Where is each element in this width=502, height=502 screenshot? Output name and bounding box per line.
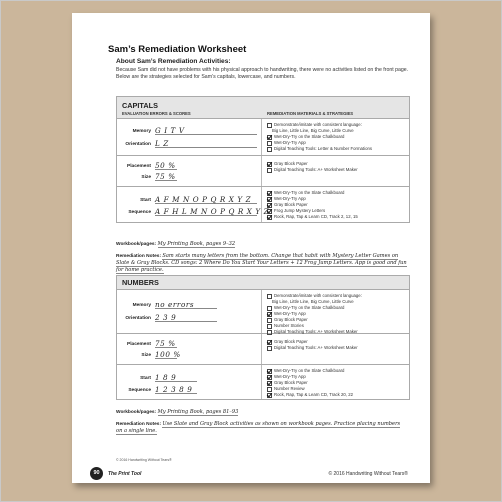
notes-label: Remediation Notes: [116,254,162,259]
start-label: Start [140,376,151,381]
capitals-placement-field [121,163,257,172]
placement-label: Placement [127,342,151,347]
page-title: Sam’s Remediation Worksheet [108,44,247,55]
strategy-text: Wet-Dry-Try on the Slate Chalkboard [274,133,345,139]
capitals-size-field [121,174,257,183]
copyright-small: © 2016 Handwriting Without Tears® [116,458,172,462]
checked-box-icon [267,340,272,345]
strategy-item [267,214,405,220]
start-value: 1 8 9 [155,373,197,382]
strategy-text: Digital Teaching Tools: A+ Worksheet Maker [274,345,358,350]
strategy-text: Frog Jump Mystery Letters [274,208,326,213]
checked-box-icon [267,393,272,398]
worksheet-page [72,13,430,483]
empty-box-icon [267,318,272,323]
checked-box-icon [267,215,272,220]
numbers-placement-field [121,341,257,350]
strategy-text: Big Line, Little Line, Big Curve, Little Curve [272,299,354,304]
capitals-start-field [121,197,257,206]
strategy-text: Number Stories [274,322,304,328]
capitals-row-memory [117,119,409,156]
size-value: 100 % [155,350,181,359]
strategy-text: Wet-Dry-Try App [274,139,306,145]
strategy-text: Digital Teaching Tools: A+ Worksheet Maker [274,328,358,334]
notes-value: Use Slate and Gray Block activities as shown on workbook pages. Practice placing numbers on a single line. [116,421,401,434]
memory-value: no errors [155,300,217,309]
numbers-workbook-line [116,409,408,415]
strategy-item [267,146,405,152]
numbers-row-start [117,365,409,399]
strategy-item [267,345,405,351]
capitals-sequence-field [121,207,270,218]
checked-box-icon [267,381,272,386]
memory-label: Memory [132,129,151,134]
empty-box-icon [267,294,272,299]
orientation-value: L Z [155,139,257,148]
strategy-text: Digital Teaching Tools: A+ Worksheet Maker [274,167,358,172]
strategy-text: Wet-Dry-Try on the Slate Chalkboard [274,368,345,373]
workbook-value: My Printing Book, pages 9–32 [157,241,236,247]
checked-box-icon [267,312,272,317]
checked-box-icon [267,162,272,167]
strategy-text: Gray Block Paper [274,202,308,207]
notes-label: Remediation Notes: [116,422,162,427]
numbers-title: NUMBERS [122,278,159,287]
capitals-strategies-2 [267,161,405,173]
numbers-header [117,276,409,290]
capitals-workbook-line [116,241,408,247]
checked-box-icon [267,135,272,140]
page-number-badge: 90 [90,467,103,480]
column-divider [261,290,262,333]
size-label: Size [141,353,151,358]
capitals-orientation-field [121,141,257,150]
strategy-text: Demonstrate/imitate with consistent language: [274,293,362,298]
numbers-panel [116,275,410,400]
size-value: 75 % [155,172,176,181]
start-label: Start [140,198,151,203]
book-title: The Print Tool [108,471,142,477]
column-divider [261,334,262,364]
placement-label: Placement [127,164,151,169]
evaluation-column-heading: EVALUATION ERRORS & SCORES [122,111,191,116]
placement-value: 75 % [155,339,176,348]
strategy-text: Big Line, Little Line, Big Curve, Little Curve [272,128,354,133]
memory-label: Memory [132,303,151,308]
strategy-item [267,167,405,173]
orientation-label: Orientation [125,316,151,321]
capitals-memory-field [121,128,257,137]
capitals-notes-line [116,253,408,274]
workbook-label: Workbook/pages: [116,242,157,247]
empty-box-icon [267,168,272,173]
memory-value: G I T V [155,126,257,135]
capitals-row-placement [117,156,409,187]
capitals-header [117,97,409,119]
copyright-notice: © 2016 Handwriting Without Tears® [328,471,408,477]
empty-box-icon [267,123,272,128]
empty-box-icon [267,346,272,351]
strategy-text: Digital Teaching Tools: Letter & Number Formations [274,145,372,151]
strategy-text: Rock, Rap, Tap & Learn CD, Track 2, 12, 15 [274,214,358,219]
sequence-value: A F H L M N O P Q R X Y Z [155,207,270,216]
placement-value: 50 % [155,161,176,170]
empty-box-icon [267,324,272,329]
sequence-value: 1 2 3 8 9 [155,385,197,394]
start-value: A F M N O P Q R X Y Z [155,195,257,204]
about-heading: About Sam’s Remediation Activities: [116,58,231,65]
numbers-strategies-1 [267,293,405,335]
size-label: Size [141,175,151,180]
column-divider [261,187,262,222]
numbers-row-memory [117,290,409,334]
sequence-label: Sequence [128,210,151,215]
about-paragraph: Because Sam did not have problems with his physical approach to handwriting, there were no activities listed on the front page. Below are the strategies selected for Sam’s capitals, lowercase, and numbers. [116,67,409,80]
page-footer [72,467,430,481]
capitals-row-start [117,187,409,222]
strategy-text: Demonstrate/imitate with consistent language: [274,122,362,127]
strategy-text: Number Review [274,386,305,391]
strategy-text: Gray Block Paper [274,380,308,385]
empty-box-icon [267,147,272,152]
capitals-panel [116,96,410,223]
orientation-label: Orientation [125,142,151,147]
numbers-strategies-2 [267,339,405,351]
numbers-row-placement [117,334,409,365]
strategy-text: Rock, Rap, Tap & Learn CD, Track 20, 22 [274,392,353,397]
strategy-text: Wet-Dry-Try App [274,196,306,201]
notes-value: Sam starts many letters from the bottom. Change that habit with Mystery Letter Games on Slate & Gray Blocks. CD songs: 2 Where Do You Start Your Letters + 12 Frog Jump Letters. App is good and fun for home practice. [116,253,407,273]
column-divider [261,119,262,155]
strategy-text: Wet-Dry-Try on the Slate Chalkboard [274,190,345,195]
workbook-label: Workbook/pages: [116,410,157,415]
orientation-value: 2 3 9 [155,313,217,322]
capitals-title: CAPITALS [122,101,158,110]
numbers-start-field [121,375,257,384]
strategy-text: Wet-Dry-Try App [274,310,306,316]
numbers-notes-line [116,421,408,435]
numbers-sequence-field [121,387,257,396]
numbers-size-field [121,352,257,361]
capitals-strategies-3 [267,190,405,220]
strategy-text: Wet-Dry-Try App [274,374,306,379]
strategy-text: Wet-Dry-Try on the Slate Chalkboard [274,304,345,310]
sequence-label: Sequence [128,388,151,393]
strategy-text: Gray Block Paper [274,161,308,166]
remediation-column-heading: REMEDIATION MATERIALS & STRATEGIES [267,111,354,116]
numbers-orientation-field [121,315,257,324]
numbers-memory-field [121,302,257,311]
strategy-text: Gray Block Paper [274,316,308,322]
column-divider [261,365,262,399]
strategy-text: Gray Block Paper [274,339,308,344]
column-divider [261,156,262,186]
strategy-item [267,392,405,398]
empty-box-icon [267,141,272,146]
capitals-strategies-1 [267,122,405,152]
workbook-value: My Printing Book, pages 81–93 [157,409,239,415]
numbers-strategies-3 [267,368,405,398]
